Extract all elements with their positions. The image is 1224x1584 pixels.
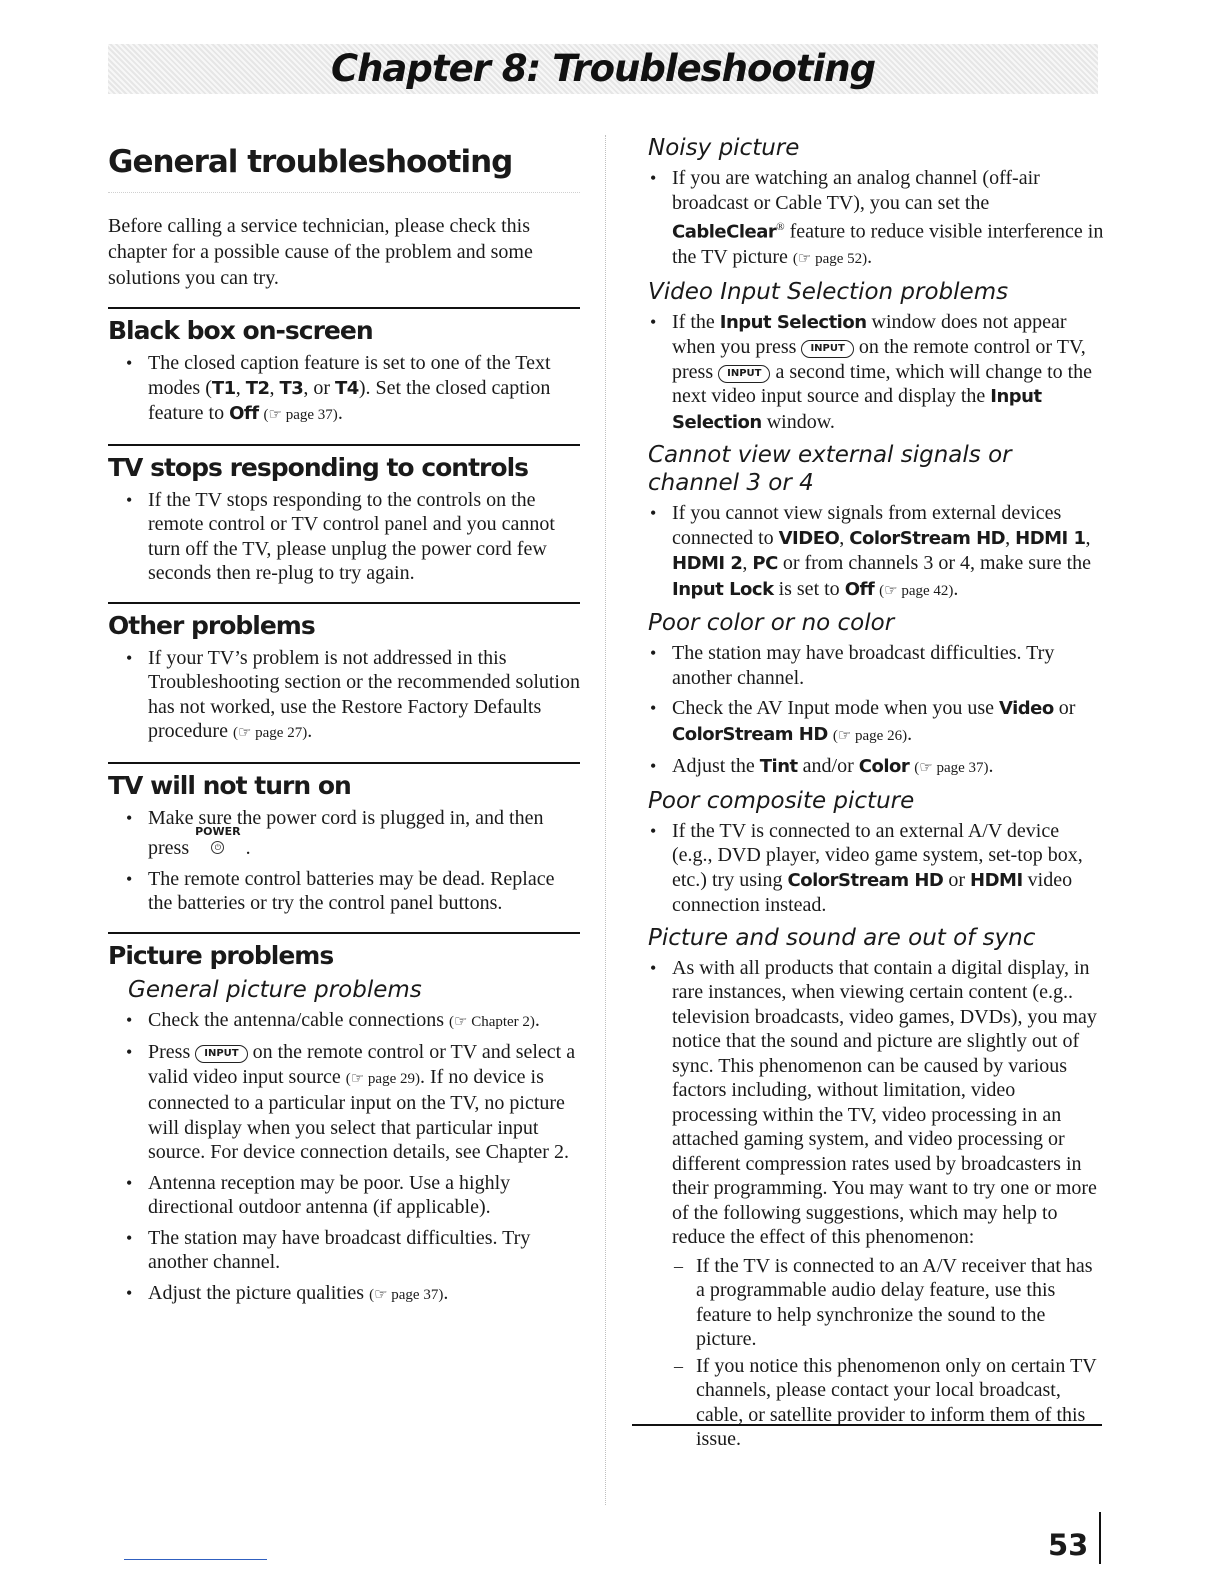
page-reference: (☞ Chapter 2): [449, 1013, 535, 1030]
page-number-bar: [1099, 1512, 1101, 1564]
intro-paragraph: Before calling a service technician, please check this chapter for a possible cause of the problem and some solutions you can try.: [108, 215, 533, 289]
section-stops-responding: [108, 444, 580, 586]
column-end-rule: [632, 1424, 1102, 1426]
list-item: • As with all products that contain a digital display, in rare instances, when viewing certain content (e.g.. television broadcasts, video games, DVDs), you may notice that the sound and picture are slightly out of sync. This phenomenon can be caused by various factors including, without limitation, video processing within the TV, video processing in an attached gaming system, and video processing or different compression rates used by broadcasters in their programming. You may want to try one or more of the following suggestions, which may help to reduce the effect of this phenomenon: – If the TV is connected to an A/V receiver that has a programmable audio delay feature, use this feature to help synchronize the sound to the picture. – If you notice this phenomenon only on certain TV channels, please contact your local broadcast, cable, or satellite provider to inform them of this issue.: [648, 956, 1104, 1452]
subsection-heading: Video Input Selection problems: [648, 278, 1009, 305]
page-reference: (☞ page 52): [792, 251, 868, 268]
section-heading: Picture problems: [108, 940, 334, 970]
subsection-heading: Cannot view external signals or channel 3 or 4: [648, 442, 1012, 497]
list-item: • Make sure the power cord is plugged in, and then press POWER ⏻ .: [108, 806, 580, 861]
footer-line: [124, 1559, 267, 1560]
page-reference: (☞ page 26): [832, 727, 908, 744]
input-key-icon: INPUT: [195, 1045, 247, 1063]
column-divider: [605, 135, 606, 1505]
page-reference: (☞ page 37): [914, 760, 989, 777]
list-item: • The station may have broadcast difficulties. Try another channel.: [648, 641, 1104, 690]
list-item: • Check the AV Input mode when you use Video or ColorStream HD (☞ page 26).: [648, 696, 1104, 748]
section-rule: [108, 932, 580, 934]
section-heading: TV stops responding to controls: [108, 452, 529, 482]
list-item: • The station may have broadcast difficulties. Try another channel.: [108, 1226, 580, 1275]
list-item: • Press INPUT on the remote control or TV and select a valid video input source (☞ page 29). If no device is connected to a particular input on the TV, no picture will display when you select that particular input source. For device connection details, see Chapter 2.: [108, 1040, 580, 1165]
page-reference: (☞ page 29): [345, 1070, 420, 1087]
subsection-heading: General picture problems: [128, 976, 422, 1003]
list-item: • If the TV is connected to an external A/V device (e.g., DVD player, video game system, set-top box, etc.) try using ColorStream HD or HDMI video connection instead.: [648, 819, 1104, 918]
list-item: • The remote control batteries may be dead. Replace the batteries or try the control panel buttons.: [108, 867, 580, 916]
section-rule: [108, 307, 580, 309]
page-number: 53: [1048, 1528, 1089, 1562]
input-key-icon: INPUT: [718, 365, 770, 383]
section-heading: Other problems: [108, 610, 315, 640]
list-item: • Adjust the Tint and/or Color (☞ page 37).: [648, 754, 1104, 781]
list-item: • The closed caption feature is set to one of the Text modes (T1, T2, T3, or T4). Set the closed caption feature to Off (☞ page 37).: [108, 351, 580, 428]
list-item: • Antenna reception may be poor. Use a highly directional outdoor antenna (if applicable).: [108, 1171, 580, 1220]
sub-list-item: – If the TV is connected to an A/V receiver that has a programmable audio delay feature, use this feature to help synchronize the sound to the picture.: [672, 1254, 1104, 1352]
section-picture-problems: [108, 932, 580, 1308]
section-rule: [108, 602, 580, 604]
section-heading: Black box on-screen: [108, 316, 373, 345]
sub-list-item: – If you notice this phenomenon only on certain TV channels, please contact your local broadcast, cable, or satellite provider to inform them of this issue.: [672, 1354, 1104, 1452]
list-item: • Check the antenna/cable connections (☞ Chapter 2).: [108, 1008, 580, 1035]
right-column: [648, 130, 1104, 1458]
left-column: [108, 130, 580, 1313]
page-reference: (☞ page 27): [232, 725, 308, 741]
chapter-title: Chapter 8: Troubleshooting: [330, 47, 876, 90]
list-item: • If you are watching an analog channel (off-air broadcast or Cable TV), you can set the CableClear® feature to reduce visible interference in the TV picture (☞ page 52).: [648, 166, 1104, 272]
page-reference: (☞ page 37): [369, 1286, 444, 1303]
list-item: • Adjust the picture qualities (☞ page 37).: [108, 1281, 580, 1308]
list-item: • If the Input Selection window does not appear when you press INPUT on the remote control or TV, press INPUT a second time, which will change to the next video input source and display the Input Selection window.: [648, 310, 1104, 436]
section-other-problems: [108, 602, 580, 746]
section-rule: [108, 444, 580, 446]
subsection-heading: Poor composite picture: [648, 787, 915, 814]
section-heading: TV will not turn on: [108, 770, 351, 800]
section-rule: [108, 762, 580, 764]
list-item: • If your TV’s problem is not addressed in this Troubleshooting section or the recommended solution has not worked, use the Restore Factory Defaults procedure (☞ page 27).: [108, 646, 580, 746]
page-reference: (☞ page 42): [879, 582, 954, 599]
section-black-box: [108, 307, 580, 428]
page-reference: (☞ page 37): [263, 407, 338, 423]
power-button-icon: POWER ⏻: [195, 825, 241, 852]
input-key-icon: INPUT: [801, 340, 853, 358]
list-item: • If the TV stops responding to the controls on the remote control or TV control panel and you cannot turn off the TV, please unplug the power cord few seconds then re-plug to try again.: [108, 488, 580, 586]
section-will-not-turn-on: [108, 762, 580, 916]
subsection-heading: Poor color or no color: [648, 610, 895, 637]
page-title: General troubleshooting: [108, 144, 513, 180]
subsection-heading: Noisy picture: [648, 135, 800, 161]
chapter-banner: [108, 44, 1098, 94]
list-item: • If you cannot view signals from external devices connected to VIDEO, ColorStream HD, HDMI 1, HDMI 2, PC or from channels 3 or 4, make sure the Input Lock is set to Off (☞ page 42).: [648, 501, 1104, 603]
title-rule: [108, 192, 580, 193]
subsection-heading: Picture and sound are out of sync: [648, 924, 1036, 951]
